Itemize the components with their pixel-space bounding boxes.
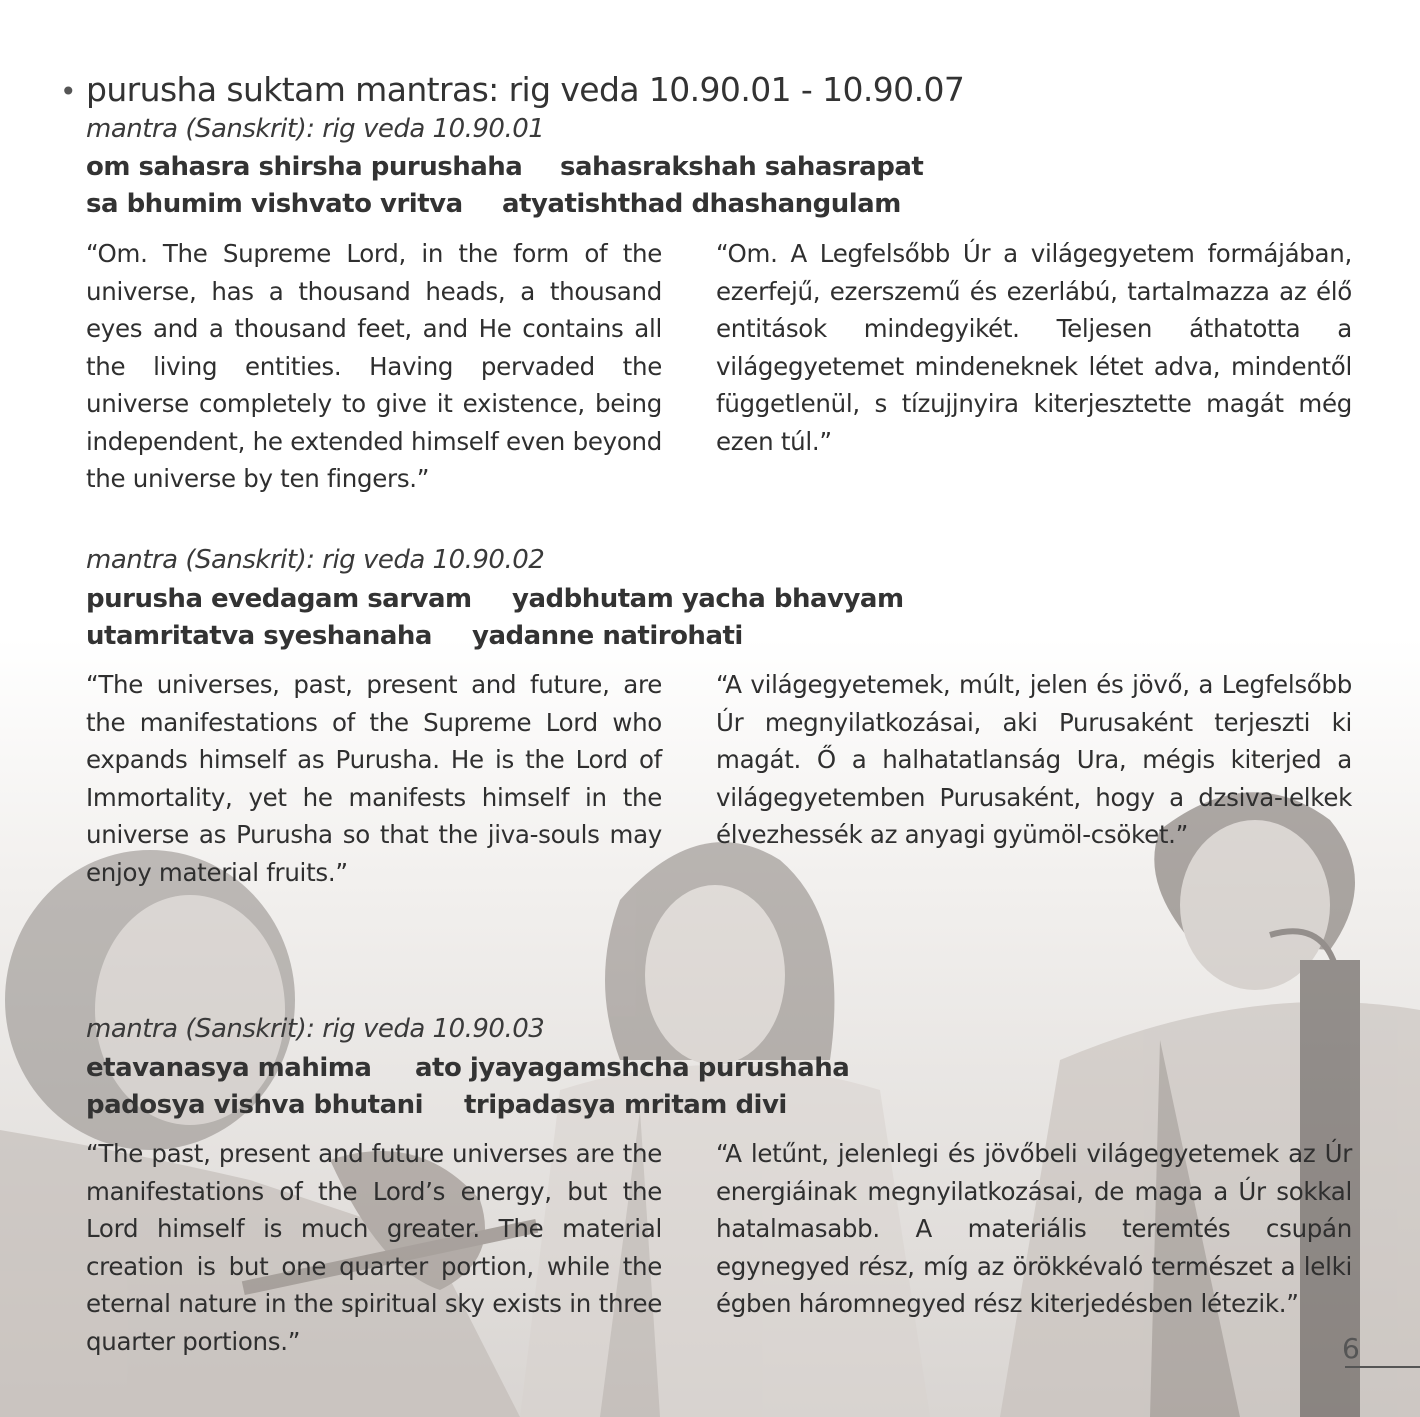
hungarian-translation: “A világegyetemek, múlt, jelen és jövő, a Legfelsőbb Úr megnyilatkozásai, aki Purusaként terjeszti ki magát. Ő a halhatatlanság Ura, mégis kiterjed a világegyetemben Purusaként, hogy a dzsiva-lelkek élvezhessék az anyagi gyümöl-csöket.” — [716, 670, 1352, 849]
mantra-label: mantra (Sanskrit): rig veda 10.90.03 — [86, 1014, 545, 1044]
sanskrit-verse-part: ato jyayagamshcha purushaha — [415, 1053, 850, 1083]
hungarian-translation: “Om. A Legfelsőbb Úr a világegyetem formájában, ezerfejű, ezerszemű és ezerlábú, tartalmazza az élő entitások mindegyikét. Teljesen áthatotta a világegyetemet mindeneknek létet adva, mindentől függetlenül, s tízujjnyira kiterjesztette magát még ezen túl.” — [716, 239, 1352, 456]
sanskrit-line — [86, 621, 743, 651]
english-translation: “The universes, past, present and future, are the manifestations of the Supreme Lord who expands himself as Purusha. He is the Lord of Immortality, yet he manifests himself in the universe as Purusha so that the jiva-souls may enjoy material fruits.” — [86, 670, 662, 887]
english-translation: “The past, present and future universes are the manifestations of the Lord’s energy, but the Lord himself is much greater. The material creation is but one quarter portion, while the eternal nature in the spiritual sky exists in three quarter portions.” — [86, 1139, 662, 1356]
sanskrit-verse-part: purusha evedagam sarvam — [86, 584, 472, 614]
sanskrit-line — [86, 584, 904, 614]
sanskrit-line — [86, 1053, 850, 1083]
mantra-label: mantra (Sanskrit): rig veda 10.90.01 — [86, 114, 545, 144]
sanskrit-line — [86, 1090, 787, 1120]
heading-title: purusha suktam mantras: rig veda 10.90.01 - 10.90.07 — [86, 70, 965, 109]
sanskrit-line — [86, 189, 901, 219]
bullet-icon: • — [60, 75, 77, 108]
hungarian-translation: “A letűnt, jelenlegi és jövőbeli világegyetemek az Úr energiáinak megnyilatkozásai, de maga a Úr sokkal hatalmasabb. A materiális teremtés csupán egynegyed rész, míg az örökkévaló természet a lelki égben háromnegyed rész kiterjedésben létezik.” — [716, 1139, 1352, 1318]
sanskrit-verse-part: yadanne natirohati — [472, 621, 743, 651]
page-number-rule — [1345, 1366, 1420, 1368]
section-heading — [60, 70, 964, 109]
sanskrit-verse-part: tripadasya mritam divi — [464, 1090, 787, 1120]
mantra-label: mantra (Sanskrit): rig veda 10.90.02 — [86, 545, 545, 575]
sanskrit-verse-part: padosya vishva bhutani — [86, 1090, 424, 1120]
sanskrit-verse-part: utamritatva syeshanaha — [86, 621, 432, 651]
sanskrit-verse-part: etavanasya mahima — [86, 1053, 372, 1083]
sanskrit-verse-part: atyatishthad dhashangulam — [502, 189, 901, 219]
sanskrit-line — [86, 152, 924, 182]
page-number: 6 — [1342, 1332, 1360, 1365]
sanskrit-verse-part: om sahasra shirsha purushaha — [86, 152, 523, 182]
sanskrit-verse-part: yadbhutam yacha bhavyam — [512, 584, 904, 614]
sanskrit-verse-part: sa bhumim vishvato vritva — [86, 189, 463, 219]
english-translation: “Om. The Supreme Lord, in the form of the universe, has a thousand heads, a thousand eyes and a thousand feet, and He contains all the living entities. Having pervaded the universe completely to give it existence, being independent, he extended himself even beyond the universe by ten fingers.” — [86, 239, 662, 493]
sanskrit-verse-part: sahasrakshah sahasrapat — [560, 152, 924, 182]
